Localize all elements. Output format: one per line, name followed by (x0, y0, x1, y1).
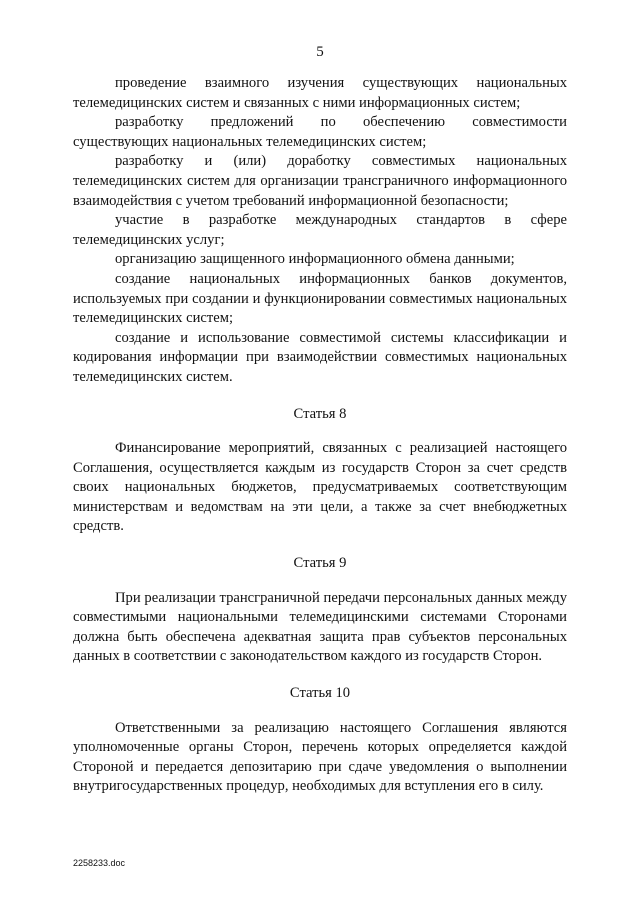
article-8-heading: Статья 8 (293, 405, 347, 422)
document-file-id: 2258233.doc (73, 858, 126, 868)
document-body (73, 74, 567, 797)
list-item: разработку предложений по обеспечению совместимости существующих национальных телемедицинских систем; (73, 114, 567, 150)
list-item: создание национальных информационных банков документов, используемых при создании и функционировании совместимых национальных телемедицинских систем; (73, 270, 567, 327)
page-number: 5 (316, 44, 324, 60)
list-item: создание и использование совместимой системы классификации и кодирования информации при взаимодействии совместимых национальных телемедицинских систем. (73, 329, 567, 385)
article-10-text: Ответственными за реализацию настоящего Соглашения являются уполномоченные органы Сторон, перечень которых определяется каждой Стороной и передается депозитарию при сдаче уведомления о выполнении внутригосударственных процедур, необходимых для вступления его в силу. (73, 719, 567, 795)
article-9-heading: Статья 9 (293, 555, 347, 572)
article-9-text: При реализации трансграничной передачи персональных данных между совместимыми национальными телемедицинскими системами Сторонами должна быть обеспечена адекватная защита прав субъектов персональных данных в соответствии с законодательством каждого из государств Сторон. (73, 589, 567, 665)
list-item: организацию защищенного информационного обмена данными; (115, 251, 515, 268)
list-item: участие в разработке международных стандартов в сфере телемедицинских услуг; (73, 212, 567, 248)
list-item: разработку и (или) доработку совместимых национальных телемедицинских систем для организации трансграничного информационного взаимодействия с учетом требований информационной безопасности; (73, 153, 567, 209)
article-10-heading: Статья 10 (289, 685, 351, 702)
list-item: проведение взаимного изучения существующих национальных телемедицинских систем и связанных с ними информационных систем; (73, 75, 567, 111)
article-8-text: Финансирование мероприятий, связанных с реализацией настоящего Соглашения, осуществляется каждым из государств Сторон за счет средств своих национальных бюджетов, предусматриваемых соответствующим министерствам и ведомствам на эти цели, а также за счет внебюджетных средств. (73, 440, 567, 535)
